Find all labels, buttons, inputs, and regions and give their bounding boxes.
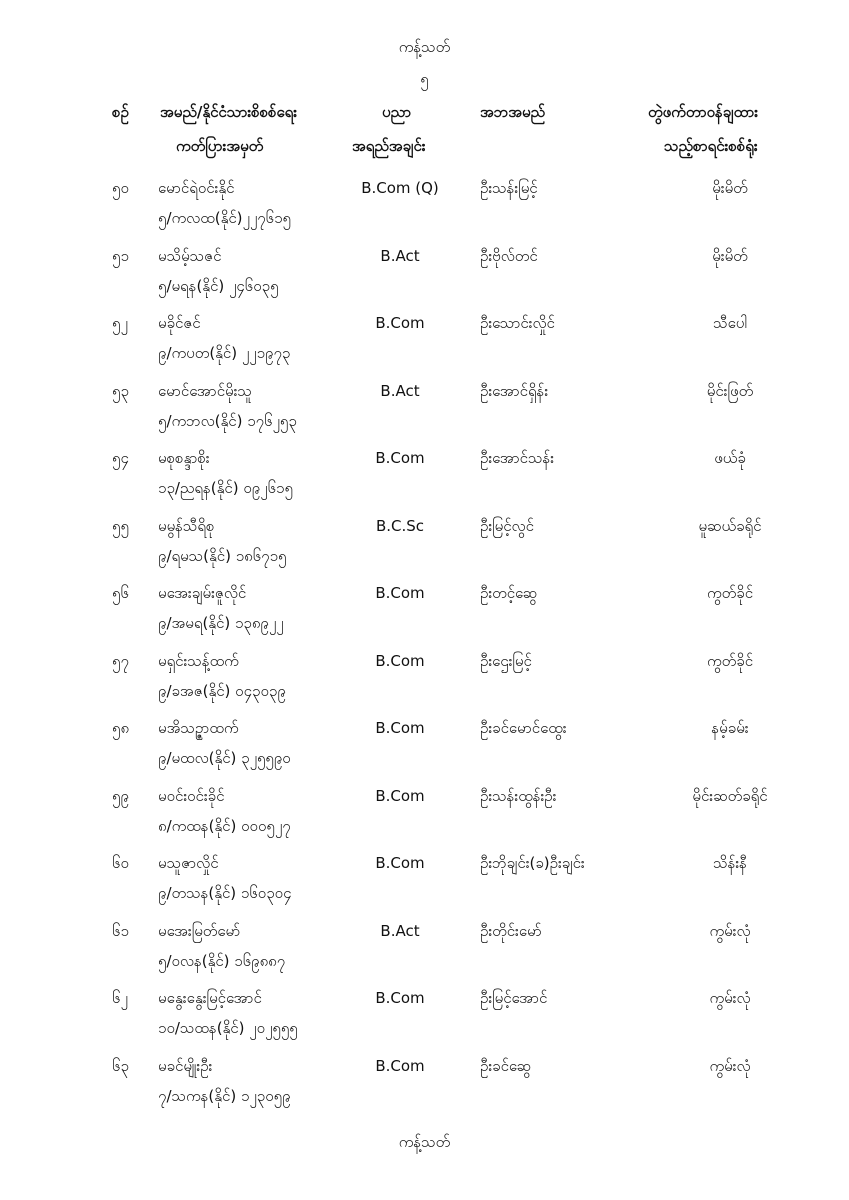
row-father-name: ဦးအောင်ရှိန်း [480,381,549,400]
table-row [0,443,849,511]
table-row [0,781,849,849]
row-serial: ၅၃ [112,381,129,400]
row-serial: ၅၉ [112,786,129,805]
row-assigned-office: မိုင်းဆတ်ခရိုင် [692,786,768,805]
table-row [0,848,849,916]
row-assigned-office: မိုးမိတ် [712,246,748,265]
row-father-name: ဦးအောင်သန်း [480,449,555,467]
row-nrc-number: ၅/ကလထ(နိုင်)၂၂၇၆၁၅ [158,209,291,227]
row-father-name: ဦးမြင့်အောင် [480,989,548,1007]
row-education: B.Act [380,246,420,265]
row-father-name: ဦးတင့်ဆွေ [480,584,538,602]
row-education: B.Act [380,921,420,940]
row-father-name: ဦးဗိုလ်တင် [480,246,538,265]
table-row [0,646,849,714]
row-nrc-number: ၅/ကဘလ(နိုင်) ၁၇၆၂၅၃ [158,411,297,430]
table-row [0,578,849,646]
row-name: မခိုင်ဇင် [158,314,201,332]
row-education: B.Com [375,314,425,332]
row-father-name: ဦးသန်းမြင့် [480,179,538,197]
row-serial: ၅၈ [112,719,130,737]
row-name: မစုစန္ဒာစိုး [158,449,210,467]
row-serial: ၅၅ [112,516,129,535]
row-father-name: ဦးဌေးမြင့် [480,651,532,670]
row-education: B.Com [375,1056,425,1075]
row-assigned-office: ကွတ်ခိုင် [706,651,754,670]
row-education: B.C.Sc [375,516,425,535]
row-assigned-office: သီပေါ [713,314,747,332]
row-nrc-number: ၁၀/သထန(နိုင်) ၂၀၂၅၅၅ [158,1019,298,1037]
table-row [0,916,849,984]
row-education: B.Com [375,989,425,1007]
row-serial: ၅၇ [112,651,129,670]
table-header [0,95,849,165]
row-serial: ၅၄ [112,449,129,467]
row-education: B.Com [375,584,425,602]
row-assigned-office: ဖယ်ခုံ [714,449,746,467]
row-name: မသိမ့်သဇင် [158,246,222,265]
row-name: မောင်ရဲဝင်းနိုင် [158,179,235,197]
row-name: မနွေးနွေးမြင့်အောင် [158,989,262,1007]
header-serial: စဉ် [112,103,129,121]
row-serial: ၆၂ [112,989,128,1007]
page-number: ၅ [420,70,429,88]
row-name: မမွန်သီရိစု [158,516,215,535]
table-row [0,983,849,1051]
row-nrc-number: ၇/သကန(နိုင်) ၁၂၃၀၅၉ [158,1086,291,1105]
row-nrc-number: ၅/ဝလန(နိုင်) ၁၆၉၈၈၇ [158,951,286,970]
row-assigned-office: ကွတ်ခိုင် [706,584,754,602]
row-serial: ၅၁ [112,246,129,265]
table-row [0,1051,849,1119]
header-office-line1: တွဲဖက်တာဝန်ချထား [648,103,759,121]
header-education-line2: အရည်အချင်း [352,137,426,155]
row-nrc-number: ၈/ကထန(နိုင်) ၀၀၀၅၂၇ [158,816,291,835]
row-father-name: ဦးခင်မောင်ထွေး [480,719,567,737]
row-education: B.Com [375,854,425,872]
row-name: မအေးမြတ်မော် [158,921,241,940]
table-body [0,173,849,1118]
row-assigned-office: ကွမ်းလုံ [709,1056,751,1075]
row-father-name: ဦးသန်းထွန်းဦး [480,786,557,805]
row-assigned-office: ကွမ်းလုံ [709,989,751,1007]
row-education: B.Act [380,381,420,400]
header-name-line1: အမည်/နိုင်ငံသားစိစစ်ရေး [160,103,298,121]
row-serial: ၆၁ [112,921,129,940]
row-nrc-number: ၅/မရန(နိုင်) ၂၄၆၀၃၅ [158,276,279,295]
table-row [0,173,849,241]
row-name: မဝင်းဝင်းခိုင် [158,786,225,805]
row-education: B.Com [375,449,425,467]
row-name: မခင်မျိုးဦး [158,1056,213,1075]
row-nrc-number: ၉/မထလ(နိုင်) ၃၂၅၅၉၀ [158,749,291,767]
row-nrc-number: ၉/ကပတ(နိုင်) ၂၂၁၉၇၃ [158,344,291,362]
header-education-line1: ပညာ [382,103,412,121]
table-row [0,376,849,444]
row-serial: ၆၀ [112,854,129,872]
row-name: မအိသဉ္ဇာထက် [158,719,239,737]
row-father-name: ဦးမြင့်လွင် [480,516,534,535]
row-nrc-number: ၁၃/ညရန(နိုင်) ၀၉၂၆၁၅ [158,479,293,497]
row-education: B.Com (Q) [361,179,439,197]
row-nrc-number: ၉/ခအဇ(နိုင်) ၀၄၃၀၃၉ [158,681,286,700]
header-name-line2: ကတ်ပြားအမှတ် [176,137,264,155]
row-father-name: ဦးခင်ဆွေ [480,1056,531,1075]
row-name: မအေးချမ်းဇူလိုင် [158,584,247,602]
row-assigned-office: နမ့်ခမ်း [711,719,749,737]
row-nrc-number: ၉/ရမသ(နိုင်) ၁၈၆၇၁၅ [158,546,287,565]
row-nrc-number: ၉/အမရ(နိုင်) ၁၃၈၉၂၂ [158,614,284,632]
row-name: မောင်အောင်မိုးသူ [158,381,252,400]
table-row [0,511,849,579]
row-assigned-office: ကွမ်းလုံ [709,921,751,940]
row-assigned-office: မိုင်းဖြတ် [706,381,754,400]
row-serial: ၅၆ [112,584,129,602]
row-nrc-number: ၉/တသန(နိုင်) ၁၆၀၃၀၄ [158,884,292,902]
restricted-mark-bottom: ကန့်သတ် [398,1133,451,1151]
row-assigned-office: မိုးမိတ် [712,179,748,197]
header-office-line2: သည့်စာရင်းစစ်ရုံး [664,137,758,155]
row-serial: ၅၂ [112,314,128,332]
table-row [0,241,849,309]
row-assigned-office: မူဆယ်ခရိုင် [698,516,762,535]
row-education: B.Com [375,651,425,670]
row-education: B.Com [375,786,425,805]
row-education: B.Com [375,719,425,737]
row-name: မသူဇာလှိုင် [158,854,219,872]
row-father-name: ဦးတိုင်းမော် [480,921,542,940]
table-row [0,713,849,781]
row-name: မရှင်းသန့်ထက် [158,651,239,670]
table-row [0,308,849,376]
row-assigned-office: သိန်းနီ [713,854,747,872]
row-serial: ၅၀ [112,179,129,197]
header-father-name: အဘအမည် [480,103,546,121]
restricted-mark-top: ကန့်သတ် [398,38,451,56]
row-serial: ၆၃ [112,1056,129,1075]
row-father-name: ဦးဘိုချင်း(ခ)ဦးချင်း [480,854,585,872]
row-father-name: ဦးသောင်းလှိုင် [480,314,555,332]
